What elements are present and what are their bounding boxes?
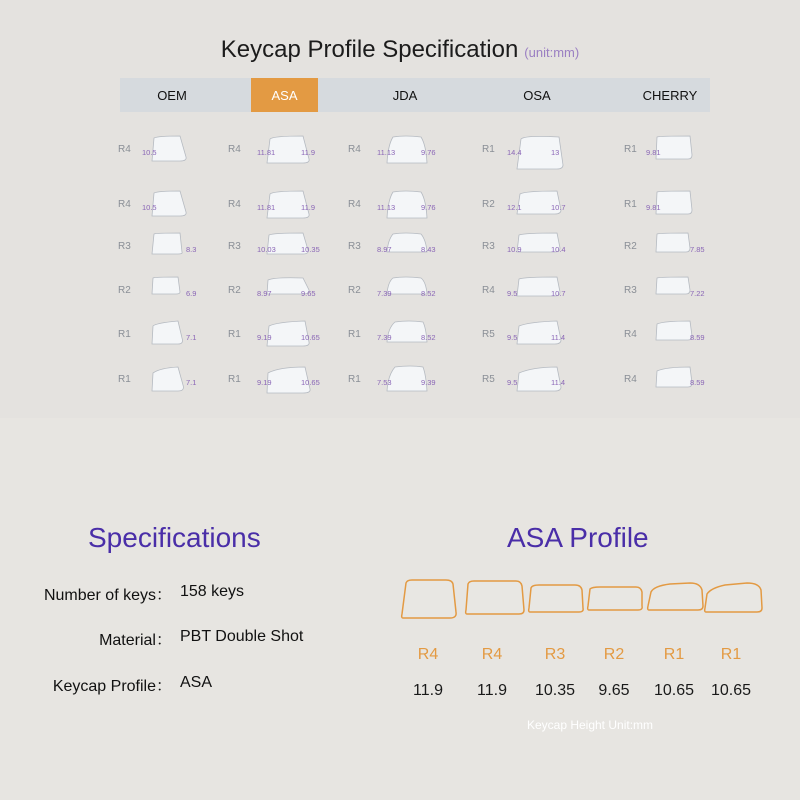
right-height-label: 9.65 <box>301 289 316 298</box>
row-label: R2 <box>228 285 241 296</box>
asa-keycap-outline <box>464 578 528 624</box>
keycap-outline <box>152 367 183 391</box>
keycap-outline <box>152 233 182 254</box>
row-label: R3 <box>348 241 361 252</box>
left-height-label: 14.4 <box>507 148 522 157</box>
row-label: R3 <box>624 285 637 296</box>
right-height-label: 11.9 <box>301 203 316 212</box>
right-height-label: 9.39 <box>421 378 436 387</box>
right-height-label: 8.43 <box>421 245 436 254</box>
tab-oem[interactable]: OEM <box>157 88 187 103</box>
specifications-heading: Specifications <box>88 522 261 553</box>
row-label: R4 <box>624 374 637 385</box>
row-label: R4 <box>348 144 361 155</box>
left-height-label: 9.5 <box>507 333 518 342</box>
right-height-label: 13 <box>551 148 560 157</box>
asa-keycap-shape <box>588 587 643 610</box>
left-height-label: 10.5 <box>142 148 157 157</box>
right-height-label: 7.22 <box>690 289 705 298</box>
left-height-label: 9.5 <box>507 378 518 387</box>
asa-height-value: 11.9 <box>413 682 443 699</box>
tab-osa[interactable]: OSA <box>523 88 551 103</box>
right-height-label: 6.9 <box>186 289 197 298</box>
row-label: R1 <box>118 374 131 385</box>
profile-tab-bar <box>120 78 710 112</box>
keycap-outline <box>656 277 690 294</box>
right-height-label: 10.65 <box>301 378 320 387</box>
right-height-label: 11.4 <box>551 378 566 387</box>
asa-height-value: 10.65 <box>653 682 695 699</box>
title-text: Keycap Profile Specification <box>220 36 519 63</box>
right-height-label: 10.35 <box>301 245 320 254</box>
height-unit-note: Keycap Height Unit:mm <box>526 718 654 732</box>
row-label: R4 <box>118 199 131 210</box>
left-height-label: 7.53 <box>377 378 392 387</box>
spec-label-keys: Number of keys： <box>43 587 172 604</box>
asa-height-value: 9.65 <box>598 682 630 699</box>
left-height-label: 11.81 <box>257 203 276 212</box>
asa-profile-heading: ASA Profile <box>507 522 649 553</box>
tab-cherry[interactable]: CHERRY <box>642 88 698 103</box>
left-height-label: 9.81 <box>646 148 661 157</box>
tab-asa[interactable]: ASA <box>251 78 318 112</box>
left-height-label: 9.81 <box>646 203 661 212</box>
asa-height-value: 10.65 <box>710 682 752 699</box>
asa-height-value: 10.35 <box>534 682 576 699</box>
keycap-outline <box>656 367 692 387</box>
right-height-label: 7.85 <box>690 245 705 254</box>
asa-row-label: R2 <box>603 646 625 663</box>
row-label: R5 <box>482 374 495 385</box>
right-height-label: 10.7 <box>551 203 566 212</box>
keycap-outline <box>656 233 690 252</box>
asa-height-value: 11.9 <box>477 682 507 699</box>
left-height-label: 8.97 <box>377 245 392 254</box>
row-label: R3 <box>228 241 241 252</box>
asa-row-label: R1 <box>720 646 742 663</box>
right-height-label: 7.1 <box>186 378 197 387</box>
left-height-label: 11.81 <box>257 148 276 157</box>
asa-row-label: R3 <box>544 646 566 663</box>
right-height-label: 10.4 <box>551 245 566 254</box>
left-height-label: 11.13 <box>377 203 396 212</box>
keycap-outline <box>152 136 186 161</box>
row-label: R1 <box>482 144 495 155</box>
row-label: R1 <box>624 199 637 210</box>
left-height-label: 10.5 <box>142 203 157 212</box>
row-label: R4 <box>482 285 495 296</box>
row-label: R2 <box>118 285 131 296</box>
asa-keycap-outline <box>400 578 464 624</box>
asa-keycap-shape <box>529 585 584 612</box>
title-unit: (unit:mm) <box>524 45 580 60</box>
right-height-label: 8.59 <box>690 378 705 387</box>
row-label: R1 <box>624 144 637 155</box>
asa-keycap-shape <box>705 583 762 612</box>
row-label: R4 <box>228 144 241 155</box>
asa-row-label: R4 <box>481 646 503 663</box>
asa-keycap-outline <box>586 578 650 624</box>
left-height-label: 10.03 <box>257 245 276 254</box>
keycap-outline <box>152 277 180 294</box>
spec-value-material: PBT Double Shot <box>180 628 304 645</box>
row-label: R1 <box>348 329 361 340</box>
row-label: R5 <box>482 329 495 340</box>
left-height-label: 9.5 <box>507 289 518 298</box>
row-label: R2 <box>348 285 361 296</box>
asa-row-label: R1 <box>663 646 685 663</box>
right-height-label: 11.9 <box>301 148 316 157</box>
right-height-label: 10.65 <box>301 333 320 342</box>
asa-keycap-outline <box>703 578 767 624</box>
left-height-label: 9.19 <box>257 333 272 342</box>
left-height-label: 7.39 <box>377 333 392 342</box>
row-label: R1 <box>348 374 361 385</box>
row-label: R4 <box>118 144 131 155</box>
left-height-label: 9.19 <box>257 378 272 387</box>
row-label: R4 <box>228 199 241 210</box>
row-label: R1 <box>118 329 131 340</box>
spec-label-profile: Keycap Profile： <box>52 678 172 695</box>
row-label: R3 <box>118 241 131 252</box>
left-height-label: 8.97 <box>257 289 272 298</box>
keycap-outline <box>656 136 692 159</box>
right-height-label: 9.76 <box>421 203 436 212</box>
right-height-label: 10.7 <box>551 289 566 298</box>
right-height-label: 11.4 <box>551 333 566 342</box>
left-height-label: 7.39 <box>377 289 392 298</box>
asa-keycap-outline <box>646 578 710 624</box>
left-height-label: 12.1 <box>507 203 522 212</box>
right-height-label: 8.59 <box>690 333 705 342</box>
row-label: R2 <box>624 241 637 252</box>
right-height-label: 7.1 <box>186 333 197 342</box>
row-label: R1 <box>228 374 241 385</box>
keycap-outline <box>152 191 186 216</box>
row-label: R4 <box>624 329 637 340</box>
row-label: R1 <box>228 329 241 340</box>
asa-keycap-outline <box>527 578 591 624</box>
keycap-outline <box>656 191 692 214</box>
asa-keycap-shape <box>648 583 703 610</box>
right-height-label: 8.52 <box>421 333 436 342</box>
left-height-label: 10.9 <box>507 245 522 254</box>
asa-keycap-shape <box>466 581 524 614</box>
page-title <box>0 36 800 64</box>
right-height-label: 8.52 <box>421 289 436 298</box>
asa-row-label: R4 <box>417 646 439 663</box>
spec-value-keys: 158 keys <box>180 583 245 600</box>
right-height-label: 9.76 <box>421 148 436 157</box>
spec-label-material: Material： <box>99 632 172 649</box>
row-label: R4 <box>348 199 361 210</box>
right-height-label: 8.3 <box>186 245 197 254</box>
spec-value-profile: ASA <box>180 674 213 691</box>
row-label: R3 <box>482 241 495 252</box>
keycap-outline <box>152 321 183 344</box>
row-label: R2 <box>482 199 495 210</box>
tab-jda[interactable]: JDA <box>392 88 418 103</box>
left-height-label: 11.13 <box>377 148 396 157</box>
keycap-outline <box>656 321 692 340</box>
asa-keycap-shape <box>402 580 456 618</box>
